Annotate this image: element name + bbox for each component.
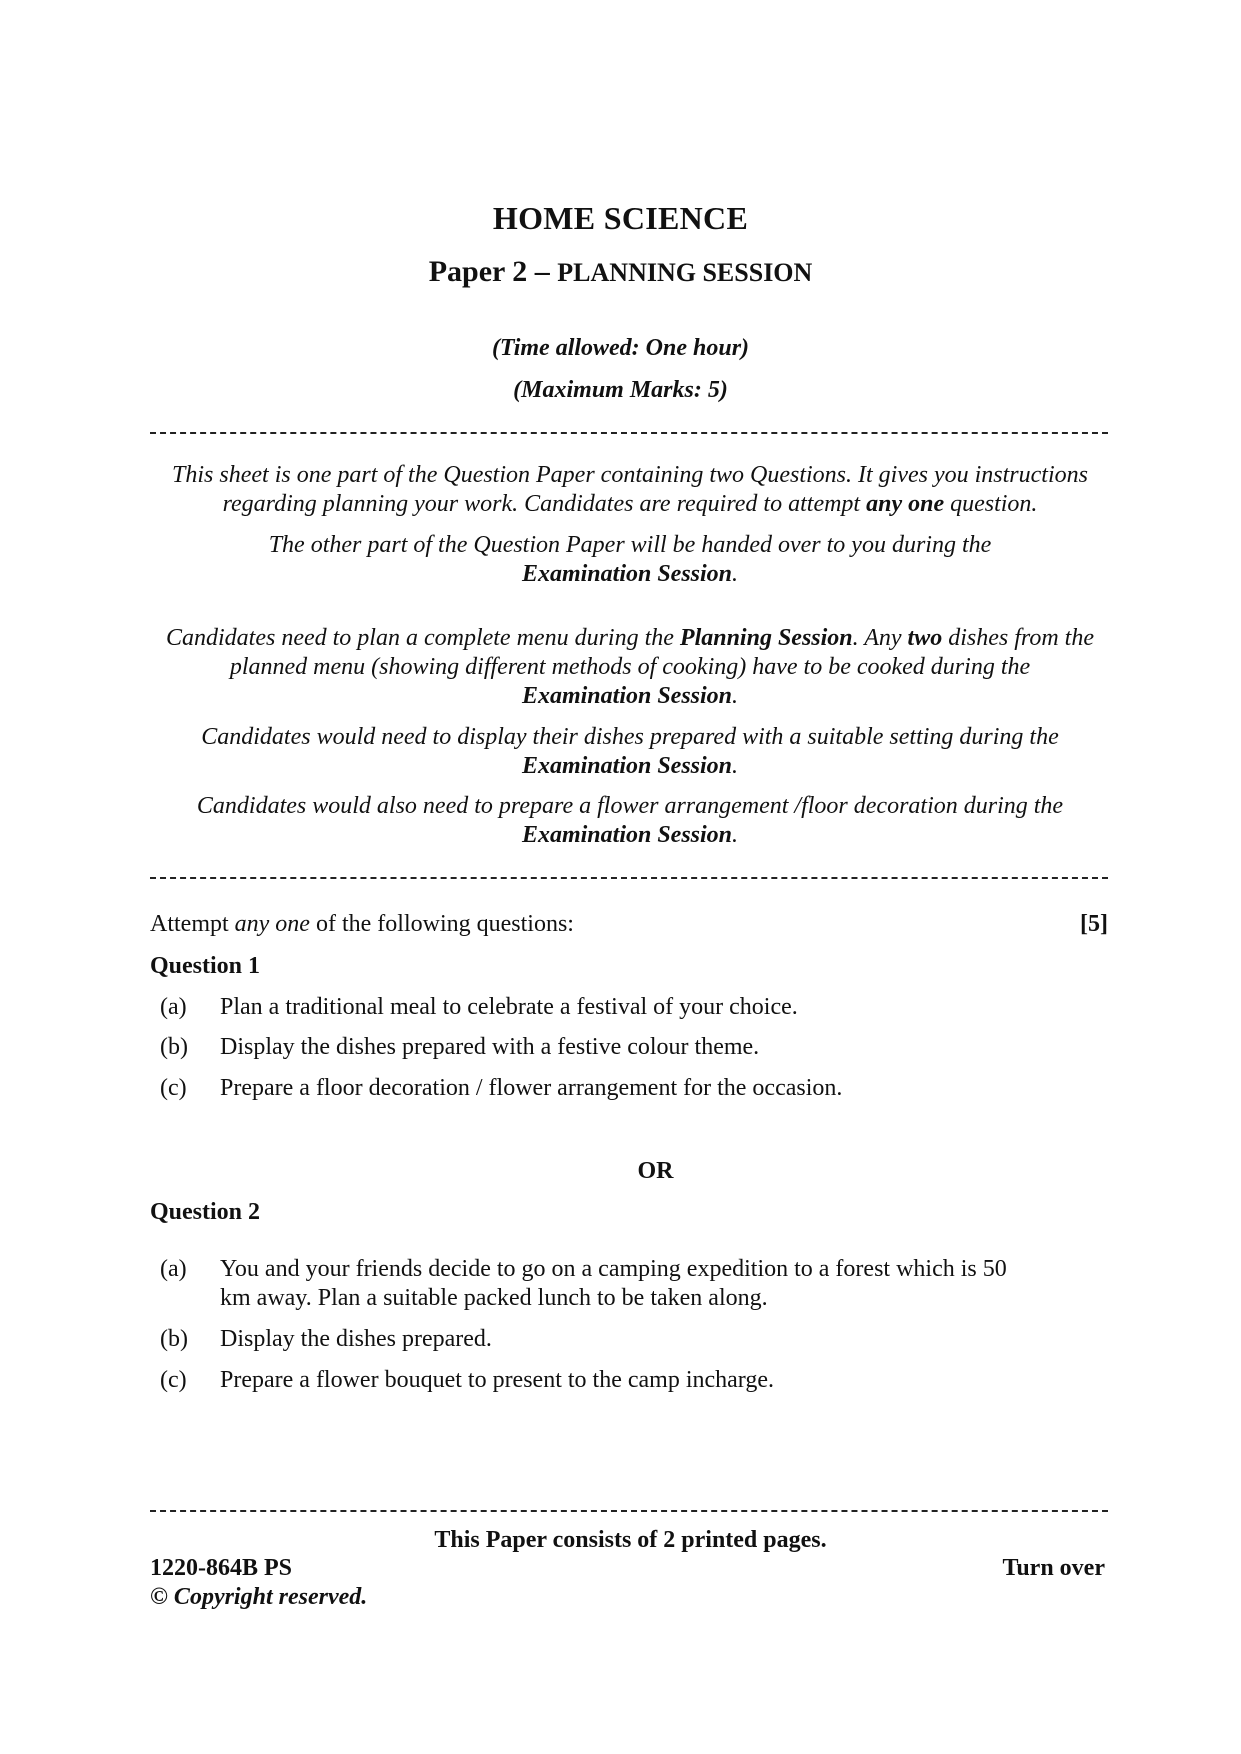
instruction-paragraph-4: [140, 723, 1120, 781]
instruction-emphasis: two: [907, 625, 943, 651]
instruction-paragraph-2: [140, 531, 1120, 589]
question-2-heading: Question 2: [150, 1199, 261, 1225]
item-text: You and your friends decide to go on a camping expedition to a forest which is 50 km away. Plan a suitable packed lunch to be taken along.: [220, 1256, 1007, 1311]
maximum-marks: (Maximum Marks: 5): [513, 377, 728, 403]
instruction-text: Candidates would also need to prepare a flower arrangement /floor decoration during the: [196, 793, 1064, 819]
instruction-paragraph-5: [140, 792, 1120, 850]
attempt-instruction: [150, 911, 574, 938]
exam-subject-title: HOME SCIENCE: [492, 200, 749, 236]
instruction-emphasis: any one: [866, 491, 945, 517]
question-1-item-a: [150, 993, 1040, 1022]
attempt-emphasis: any one: [234, 911, 310, 937]
item-label: (a): [160, 1256, 187, 1282]
question-2-item-c: [150, 1366, 1040, 1395]
instruction-text: .: [732, 683, 739, 709]
item-label: (b): [160, 1034, 188, 1060]
instruction-text: Candidates need to plan a complete menu during the: [165, 625, 680, 651]
turn-over-label: Turn over: [1002, 1555, 1105, 1581]
instruction-text: question.: [944, 491, 1038, 517]
item-label: (a): [160, 994, 187, 1020]
question-1-item-b: [150, 1033, 1040, 1062]
item-text: Display the dishes prepared.: [220, 1326, 492, 1352]
divider-top: [150, 432, 1108, 434]
instruction-emphasis: Planning Session: [679, 625, 853, 651]
paper-code: 1220-864B PS: [150, 1555, 293, 1581]
instruction-emphasis: Examination Session: [521, 822, 733, 848]
question-1-item-c: [150, 1074, 1040, 1103]
or-separator: OR: [637, 1158, 674, 1184]
instruction-paragraph-1: [140, 461, 1120, 519]
instruction-emphasis: Examination Session: [521, 683, 733, 709]
copyright-notice: © Copyright reserved.: [150, 1584, 368, 1610]
item-text: Prepare a flower bouquet to present to the camp incharge.: [220, 1367, 775, 1393]
item-text: Plan a traditional meal to celebrate a festival of your choice.: [220, 994, 798, 1020]
instruction-text: Candidates would need to display their dishes prepared with a suitable setting during the: [201, 724, 1059, 750]
question-1-heading: Question 1: [150, 953, 261, 979]
instruction-text: This sheet is one part of the Question Paper containing two Questions. It gives you instructions regarding planning your work. Candidates are required to attempt: [172, 462, 1088, 517]
question-2-item-b: [150, 1325, 1040, 1354]
question-2-item-a: [150, 1255, 1020, 1313]
instruction-emphasis: Examination Session: [521, 753, 733, 779]
attempt-text: of the following questions:: [309, 911, 574, 937]
attempt-text: Attempt: [150, 911, 235, 937]
pages-note: This Paper consists of 2 printed pages.: [434, 1527, 827, 1553]
paper-title: [0, 255, 1241, 289]
total-marks: [5]: [1080, 911, 1108, 937]
item-label: (c): [160, 1075, 187, 1101]
instruction-text: . Any: [852, 625, 908, 651]
time-allowed: (Time allowed: One hour): [491, 335, 750, 361]
instruction-paragraph-3: [140, 624, 1120, 711]
instruction-emphasis: Examination Session: [521, 561, 733, 587]
item-text: Display the dishes prepared with a festive colour theme.: [220, 1034, 760, 1060]
paper-session: PLANNING SESSION: [557, 258, 813, 287]
item-text: Prepare a floor decoration / flower arrangement for the occasion.: [220, 1075, 843, 1101]
paper-number: Paper 2 –: [428, 255, 550, 288]
divider-middle: [150, 877, 1108, 879]
item-label: (b): [160, 1326, 188, 1352]
instruction-text: The other part of the Question Paper will be handed over to you during the: [268, 532, 992, 558]
instruction-text: .: [732, 822, 739, 848]
instruction-text: .: [732, 561, 739, 587]
instruction-text: .: [732, 753, 739, 779]
item-label: (c): [160, 1367, 187, 1393]
instruction-text: dishes from the planned menu (showing different methods of cooking) have to be cooked during the: [229, 625, 1094, 680]
divider-bottom: [150, 1510, 1108, 1512]
